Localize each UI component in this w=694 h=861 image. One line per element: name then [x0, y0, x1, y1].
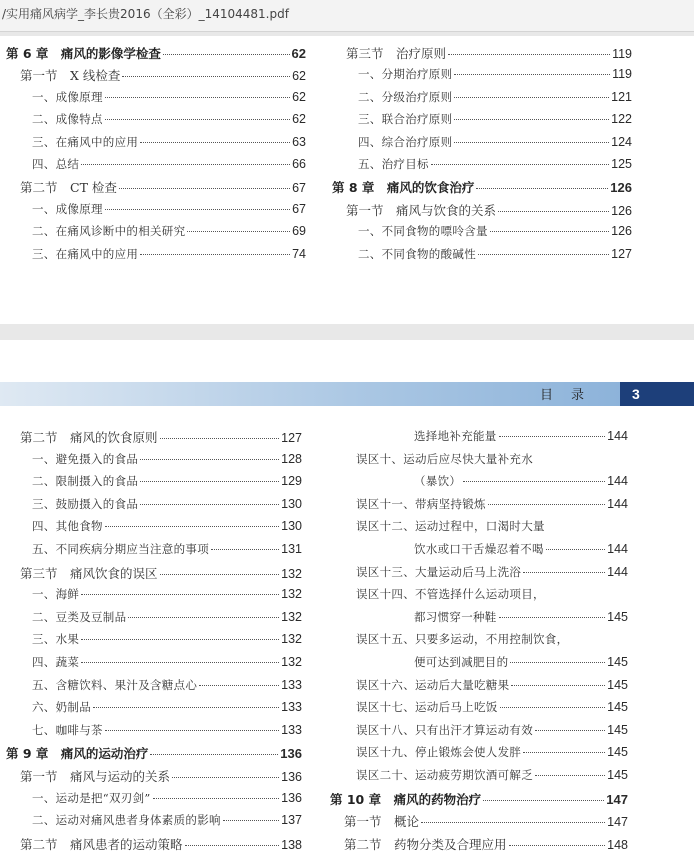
toc-entry-title: 三、在痛风中的应用: [32, 134, 139, 149]
toc-entry-page: 145: [607, 745, 628, 760]
toc-entry-item[interactable]: [6, 451, 302, 472]
toc-entry-item[interactable]: [6, 609, 302, 630]
toc-entry-page: 129: [281, 474, 302, 489]
toc-entry-page: 145: [607, 677, 628, 692]
toc-entry-section[interactable]: [332, 201, 632, 222]
toc-entry-title: 一、运动是把“双刃剑”: [32, 790, 151, 805]
toc-entry-title: 四、蔬菜: [32, 655, 80, 669]
toc-entry-page: 144: [607, 542, 628, 556]
toc-entry-title: 二、运动对痛风患者身体素质的影响: [32, 813, 221, 828]
toc-entry-page: 144: [607, 564, 628, 579]
toc-entry-section[interactable]: [6, 178, 306, 199]
toc-entry-item[interactable]: [330, 744, 628, 765]
toc-entry-title: 第二节 痛风患者的运动策略: [20, 836, 183, 852]
toc-entry-section[interactable]: [6, 66, 306, 87]
toc-entry-title: 一、海鲜: [32, 587, 80, 602]
toc-entry-title: 误区十八、只有出汗才算运动有效: [356, 722, 533, 737]
toc-entry-item[interactable]: [332, 89, 632, 110]
toc-entry-item[interactable]: [6, 134, 306, 155]
toc-entry-title: 一、成像原理: [32, 89, 103, 104]
dot-leader: [509, 845, 606, 846]
dot-leader: [140, 254, 290, 255]
toc-entry-title: 一、不同食物的嘌呤含量: [358, 224, 488, 239]
toc-entry-page: 62: [291, 46, 306, 61]
dot-leader: [140, 142, 290, 143]
toc-entry-item[interactable]: [6, 201, 306, 222]
toc-entry-item[interactable]: [332, 223, 632, 244]
toc-entry-page: 148: [607, 837, 628, 852]
toc-entry-page: 127: [611, 246, 632, 261]
toc-entry-title: 六、奶制品: [32, 700, 91, 715]
toc-entry-section[interactable]: [6, 767, 302, 788]
dot-leader: [511, 685, 605, 686]
toc-entry-title: 四、总结: [32, 157, 80, 171]
toc-entry-page: 119: [612, 47, 632, 61]
toc-entry-page: 130: [281, 496, 302, 511]
toc-entry-item[interactable]: [6, 790, 302, 811]
toc-entry-item[interactable]: [330, 541, 628, 562]
toc-entry-title: 误区十三、大量运动后马上洗浴: [356, 564, 522, 579]
toc-entry-item[interactable]: [6, 631, 302, 652]
dot-leader: [105, 119, 290, 120]
toc-entry-title: 第 9 章 痛风的运动治疗: [6, 746, 149, 762]
dot-leader: [223, 820, 279, 821]
toc-entry-page: 138: [281, 837, 302, 852]
toc-entry-title: 误区十四、不管选择什么运动项目，: [356, 587, 545, 602]
toc-entry-page: 125: [611, 157, 632, 171]
page-header-band: [0, 382, 620, 406]
dot-leader: [448, 54, 610, 55]
dot-leader: [476, 188, 608, 189]
toc-entry-page: 124: [611, 134, 632, 149]
toc-entry-page: 145: [607, 655, 628, 669]
toc-entry-title: 误区十二、运动过程中，口渴时大量: [356, 519, 545, 534]
toc-entry-title: 二、在痛风诊断中的相关研究: [32, 224, 186, 239]
toc-entry-page: 136: [281, 770, 302, 784]
dot-leader: [211, 549, 279, 550]
dot-leader: [163, 54, 290, 55]
dot-leader: [172, 777, 279, 778]
toc-entry-item[interactable]: [330, 428, 628, 449]
toc-entry-item[interactable]: [6, 699, 302, 720]
pdf-page-1: [0, 36, 694, 324]
toc-entry-page: 133: [281, 722, 302, 737]
pdf-page-2: [0, 340, 694, 861]
toc-entry-item[interactable]: [6, 246, 306, 267]
toc-entry-title: 饮水或口干舌燥忍着不喝: [414, 542, 544, 556]
toc-entry-title: 第 6 章 痛风的影像学检查: [6, 46, 161, 61]
toc-entry-item[interactable]: [6, 89, 306, 110]
dot-leader: [105, 209, 290, 210]
toc-entry-title: 第二节 CT 检查: [20, 180, 117, 196]
toc-entry-page: 132: [281, 655, 302, 669]
window-title-bar: [0, 0, 694, 32]
dot-leader: [93, 707, 279, 708]
toc-entry-chapter[interactable]: [332, 178, 632, 199]
toc-entry-item[interactable]: [6, 586, 302, 607]
toc-entry-item[interactable]: [6, 541, 302, 562]
toc-entry-page: 132: [281, 632, 302, 647]
toc-entry-item[interactable]: [332, 134, 632, 155]
toc-entry-page: 66: [292, 157, 306, 171]
toc-entry-chapter[interactable]: [6, 744, 302, 765]
toc-entry-item[interactable]: [332, 246, 632, 267]
toc-entry-title: 第二节 痛风的饮食原则: [20, 430, 158, 445]
toc-entry-item[interactable]: [6, 223, 306, 244]
dot-leader: [105, 526, 279, 527]
dot-leader: [535, 775, 605, 776]
toc-entry-page: 69: [292, 224, 306, 239]
toc-entry-page: 119: [612, 67, 632, 82]
toc-entry-item[interactable]: [6, 518, 302, 539]
dot-leader: [81, 639, 279, 640]
toc-entry-title: 三、联合治疗原则: [358, 112, 453, 127]
document-title: /实用痛风病学_李长贵2016（全彩）_14104481.pdf: [2, 7, 289, 21]
toc-entry-page: 136: [281, 790, 302, 805]
toc-entry-page: 121: [611, 89, 632, 104]
dot-leader: [454, 142, 609, 143]
toc-entry-page: 147: [607, 815, 628, 830]
page-header-title: 目录: [540, 388, 603, 403]
toc-entry-title: 误区十五、只要多运动，不用控制饮食，: [356, 632, 569, 647]
toc-entry-section[interactable]: [6, 428, 302, 449]
toc-entry-item[interactable]: [330, 564, 628, 585]
toc-entry-title: 四、其他食物: [32, 519, 103, 534]
toc-entry-page: 145: [607, 722, 628, 737]
dot-leader: [105, 97, 290, 98]
dot-leader: [454, 97, 609, 98]
dot-leader: [160, 438, 280, 439]
toc-entry-page: 128: [281, 451, 302, 466]
toc-entry-title: 第三节 治疗原则: [346, 46, 447, 61]
toc-entry-item[interactable]: [330, 631, 628, 652]
toc-entry-item[interactable]: [330, 722, 628, 743]
toc-entry-item[interactable]: [6, 156, 306, 177]
toc-entry-page: 63: [292, 134, 306, 149]
dot-leader: [535, 730, 605, 731]
toc-entry-title: （暴饮）: [414, 474, 462, 489]
dot-leader: [140, 481, 279, 482]
toc-entry-title: 第一节 概论: [344, 814, 420, 830]
dot-leader: [523, 752, 605, 753]
toc-entry-title: 第一节 痛风与运动的关系: [20, 769, 171, 784]
toc-entry-title: 二、限制摄入的食品: [32, 474, 139, 489]
toc-entry-page: 133: [281, 700, 302, 715]
dot-leader: [122, 76, 290, 77]
toc-entry-title: 三、在痛风中的应用: [32, 246, 139, 261]
page-number-badge: 3: [620, 382, 694, 406]
toc-entry-page: 144: [607, 474, 628, 489]
toc-entry-page: 133: [281, 677, 302, 692]
toc-entry-page: 132: [281, 566, 302, 581]
dot-leader: [523, 572, 605, 573]
toc-entry-title: 误区十九、停止锻炼会使人发胖: [356, 745, 522, 760]
toc-entry-page: 62: [292, 89, 306, 104]
toc-entry-title: 五、治疗目标: [358, 157, 429, 171]
toc-entry-title: 都习惯穿一种鞋: [414, 609, 497, 624]
dot-leader: [119, 188, 290, 189]
dot-leader: [499, 617, 606, 618]
dot-leader: [140, 504, 279, 505]
toc-entry-item[interactable]: [6, 654, 302, 675]
toc-entry-item[interactable]: [332, 111, 632, 132]
toc-entry-item[interactable]: [6, 111, 306, 132]
toc-entry-title: 二、豆类及豆制品: [32, 609, 127, 624]
toc-entry-page: 74: [292, 246, 306, 261]
toc-entry-title: 五、不同疾病分期应当注意的事项: [32, 542, 209, 556]
toc-entry-page: 137: [281, 813, 302, 828]
toc-entry-page: 122: [611, 112, 632, 127]
toc-entry-title: 便可达到减肥目的: [414, 655, 509, 669]
toc-entry-page: 131: [281, 542, 302, 556]
dot-leader: [81, 594, 279, 595]
toc-entry-item[interactable]: [330, 586, 628, 607]
toc-entry-item[interactable]: [6, 722, 302, 743]
toc-entry-item[interactable]: [330, 518, 628, 539]
toc-entry-page: 136: [280, 746, 302, 762]
dot-leader: [490, 231, 609, 232]
toc-entry-title: 一、避免摄入的食品: [32, 451, 139, 466]
toc-entry-item[interactable]: [6, 677, 302, 698]
dot-leader: [128, 617, 279, 618]
toc-entry-title: 一、成像原理: [32, 201, 103, 216]
dot-leader: [499, 436, 606, 437]
dot-leader: [140, 459, 279, 460]
toc-entry-page: 145: [607, 768, 628, 782]
toc-entry-item[interactable]: [330, 699, 628, 720]
toc-entry-title: 二、成像特点: [32, 112, 103, 127]
toc-entry-page: 130: [281, 519, 302, 534]
dot-leader: [454, 74, 610, 75]
toc-entry-title: 七、咖啡与茶: [32, 722, 103, 737]
dot-leader: [510, 662, 605, 663]
toc-entry-item[interactable]: [6, 496, 302, 517]
toc-entry-page: 144: [607, 429, 628, 443]
toc-entry-title: 误区十七、运动后马上吃饭: [356, 700, 498, 715]
toc-entry-title: 二、分级治疗原则: [358, 89, 453, 104]
dot-leader: [488, 504, 605, 505]
toc-entry-page: 62: [292, 69, 306, 84]
toc-entry-page: 145: [607, 700, 628, 715]
toc-entry-page: 147: [606, 791, 628, 807]
toc-entry-page: 126: [610, 180, 632, 196]
toc-entry-item[interactable]: [330, 473, 628, 494]
toc-entry-page: 67: [292, 201, 306, 216]
toc-entry-title: 第二节 药物分类及合理应用: [344, 836, 507, 852]
dot-leader: [150, 754, 278, 755]
toc-entry-title: 五、含糖饮料、果汁及含糖点心: [32, 677, 198, 692]
toc-entry-item[interactable]: [332, 156, 632, 177]
toc-entry-title: 三、鼓励摄入的食品: [32, 496, 139, 511]
dot-leader: [463, 481, 605, 482]
toc-entry-page: 145: [607, 609, 628, 624]
dot-leader: [187, 231, 290, 232]
toc-entry-chapter[interactable]: [330, 790, 628, 811]
toc-entry-title: 误区十、运动后应尽快大量补充水: [356, 451, 533, 466]
dot-leader: [478, 254, 609, 255]
dot-leader: [431, 164, 609, 165]
toc-entry-page: 62: [292, 112, 306, 127]
toc-entry-item[interactable]: [330, 451, 628, 472]
toc-entry-title: 三、水果: [32, 632, 80, 647]
toc-entry-item[interactable]: [330, 654, 628, 675]
toc-entry-title: 二、不同食物的酸碱性: [358, 246, 476, 261]
toc-entry-title: 第一节 X 线检查: [20, 68, 121, 84]
dot-leader: [153, 798, 280, 799]
toc-entry-chapter[interactable]: [6, 44, 306, 65]
toc-entry-title: 第 10 章 痛风的药物治疗: [330, 791, 482, 807]
toc-entry-section[interactable]: [332, 44, 632, 65]
toc-entry-page: 144: [607, 496, 628, 511]
dot-leader: [81, 662, 279, 663]
dot-leader: [160, 574, 280, 575]
toc-entry-section[interactable]: [330, 812, 628, 833]
toc-entry-page: 126: [611, 224, 632, 239]
dot-leader: [421, 822, 605, 823]
dot-leader: [498, 211, 609, 212]
toc-entry-page: 67: [292, 181, 306, 196]
toc-entry-title: 第一节 痛风与饮食的关系: [346, 202, 497, 218]
toc-entry-item[interactable]: [332, 66, 632, 87]
toc-entry-title: 误区十一、带病坚持锻炼: [356, 496, 486, 511]
toc-entry-title: 第三节 痛风饮食的误区: [20, 565, 158, 581]
dot-leader: [81, 164, 290, 165]
dot-leader: [483, 800, 604, 801]
dot-leader: [500, 707, 606, 708]
toc-entry-section[interactable]: [6, 835, 302, 856]
toc-entry-item[interactable]: [6, 473, 302, 494]
toc-entry-title: 四、综合治疗原则: [358, 134, 453, 149]
dot-leader: [185, 845, 280, 846]
toc-entry-item[interactable]: [330, 496, 628, 517]
dot-leader: [105, 730, 279, 731]
toc-entry-title: 第 8 章 痛风的饮食治疗: [332, 180, 475, 196]
toc-entry-section[interactable]: [6, 564, 302, 585]
toc-entry-page: 126: [611, 203, 632, 218]
toc-entry-item[interactable]: [330, 609, 628, 630]
toc-entry-item[interactable]: [6, 812, 302, 833]
dot-leader: [199, 685, 279, 686]
toc-entry-item[interactable]: [330, 767, 628, 788]
dot-leader: [546, 549, 605, 550]
toc-entry-page: 132: [281, 587, 302, 602]
toc-entry-item[interactable]: [330, 677, 628, 698]
toc-entry-section[interactable]: [330, 835, 628, 856]
toc-entry-page: 132: [281, 609, 302, 624]
dot-leader: [454, 119, 609, 120]
toc-entry-title: 误区十六、运动后大量吃糖果: [356, 677, 510, 692]
toc-entry-title: 误区二十、运动疲劳期饮酒可解乏: [356, 768, 533, 782]
toc-entry-title: 一、分期治疗原则: [358, 67, 453, 82]
toc-entry-page: 127: [281, 431, 302, 445]
toc-entry-title: 选择地补充能量: [414, 429, 497, 443]
